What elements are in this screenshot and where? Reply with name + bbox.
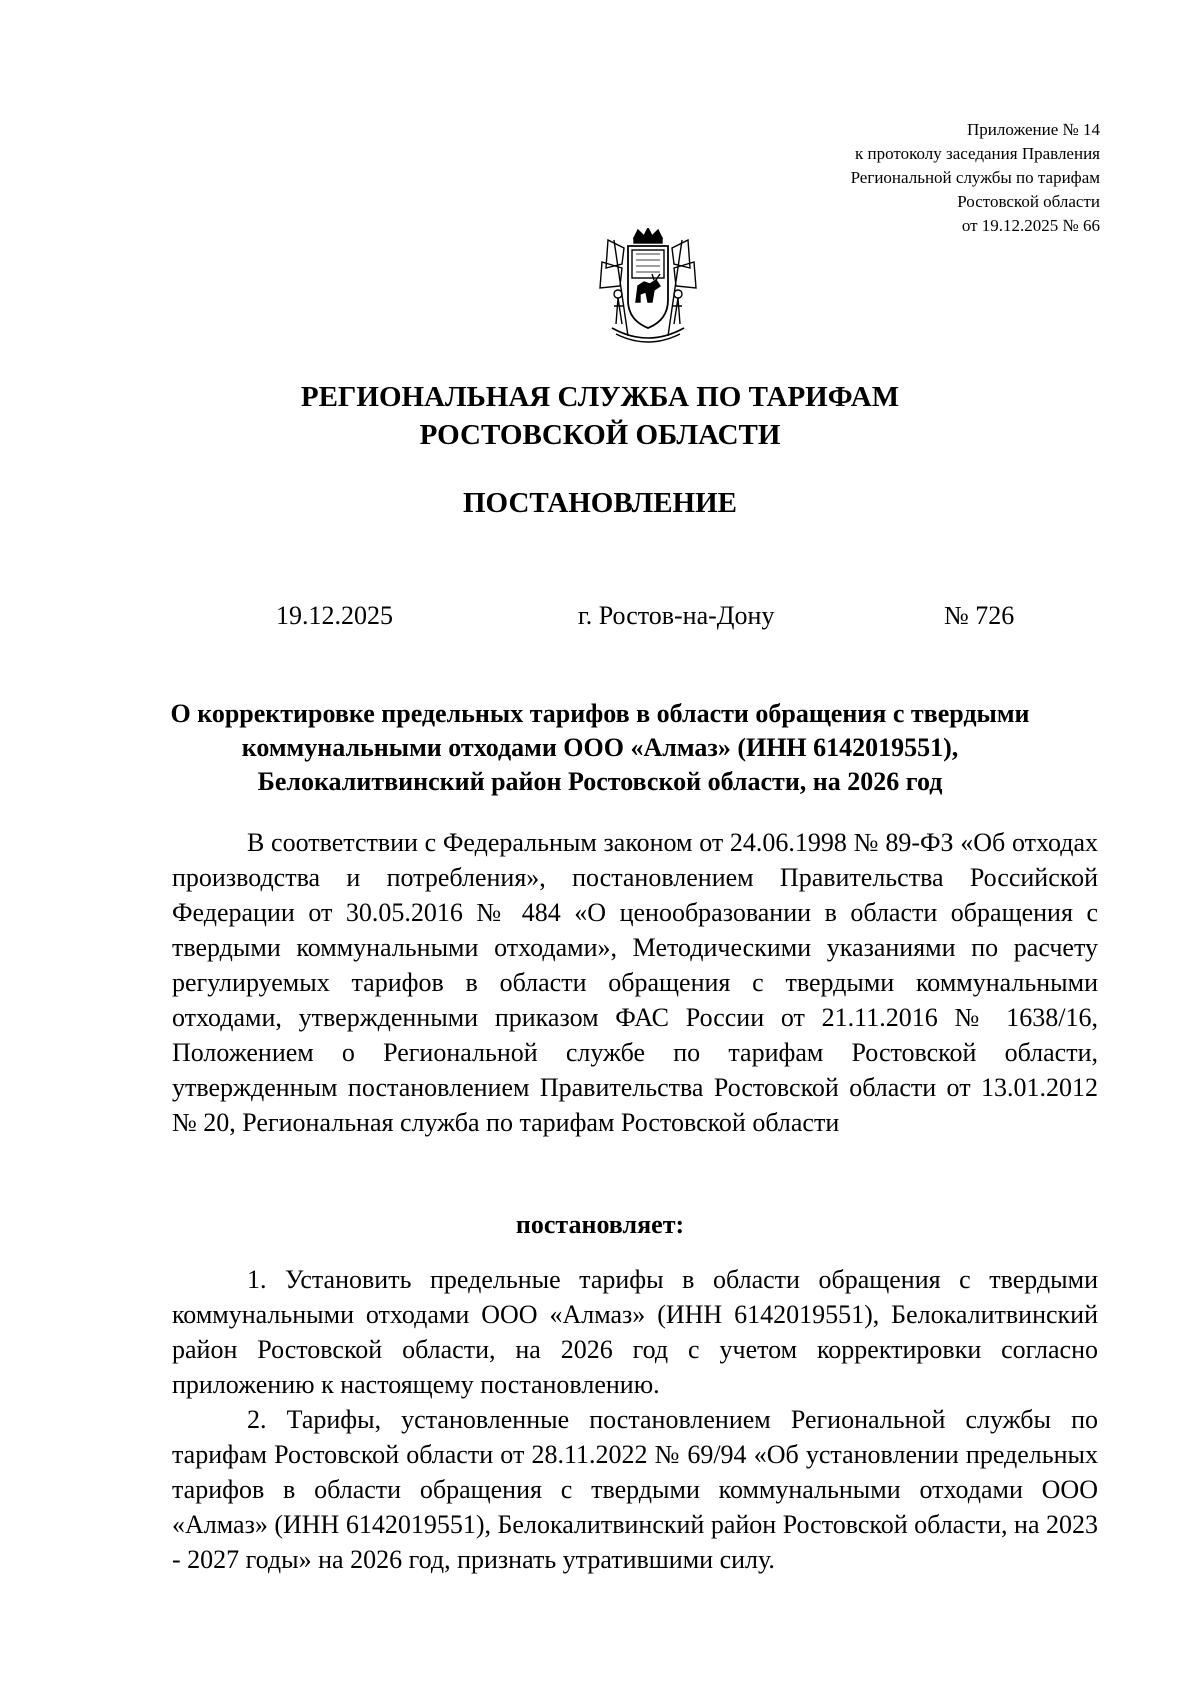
organization-name-line: РЕГИОНАЛЬНАЯ СЛУЖБА ПО ТАРИФАМ <box>300 381 900 413</box>
document-subject <box>0 697 1200 799</box>
appendix-line: к протоколу заседания Правления <box>855 144 1100 163</box>
appendix-note <box>851 118 1100 238</box>
document-type: ПОСТАНОВЛЕНИЕ <box>462 487 737 519</box>
preamble-paragraph: В соответствии с Федеральным законом от 24.06.1998 № 89-ФЗ «Об отходах производства и потребления», постановлением Правительства Российской Федерации от 30.05.2016 № 484 «О ценообразовании в области обращения с твердыми коммунальными отходами», Методическими указаниями по расчету регулируемых тарифов в области обращения с твердыми коммунальными отходами, утвержденными приказом ФАС России от 21.11.2016 № 1638/16, Положением о Региональной службе по тарифам Ростовской области, утвержденным постановлением Правительства Ростовской области от 13.01.2012 № 20, Региональная служба по тарифам Ростовской области <box>172 828 1098 1137</box>
document-city: г. Ростов-на-Дону <box>578 601 775 630</box>
appendix-line: от 19.12.2025 № 66 <box>961 216 1100 235</box>
preamble <box>172 825 1098 1140</box>
organization-name-line: РОСТОВСКОЙ ОБЛАСТИ <box>419 419 781 451</box>
appendix-line: Региональной службы по тарифам <box>850 168 1100 187</box>
rostov-oblast-coat-of-arms-icon <box>594 228 702 348</box>
decree-items <box>172 1262 1098 1577</box>
organization-name <box>0 378 1200 454</box>
subject-line: коммунальными отходами ООО «Алмаз» (ИНН 6142019551), <box>241 733 959 762</box>
decree-item: 2. Тарифы, установленные постановлением Региональной службы по тарифам Ростовской области от 28.11.2022 № 69/94 «Об установлении предельных тарифов в области обращения с твердыми коммунальными отходами ООО «Алмаз» (ИНН 6142019551), Белокалитвинский район Ростовской области, на 2023 - 2027 годы» на 2026 год, признать утратившими силу. <box>172 1405 1098 1574</box>
decree-word: постановляет: <box>515 1210 685 1239</box>
document-date: 19.12.2025 <box>276 601 393 630</box>
appendix-line: Ростовской области <box>957 192 1100 211</box>
appendix-line: Приложение № 14 <box>967 120 1100 139</box>
subject-line: Белокалитвинский район Ростовской области, на 2026 год <box>257 767 943 796</box>
subject-line: О корректировке предельных тарифов в области обращения с твердыми <box>170 699 1030 728</box>
decree-item: 1. Установить предельные тарифы в области обращения с твердыми коммунальными отходами ООО «Алмаз» (ИНН 6142019551), Белокалитвинский район Ростовской области, на 2026 год с учетом корректировки согласно приложению к настоящему постановлению. <box>172 1265 1098 1399</box>
document-number: № 726 <box>944 601 1015 630</box>
